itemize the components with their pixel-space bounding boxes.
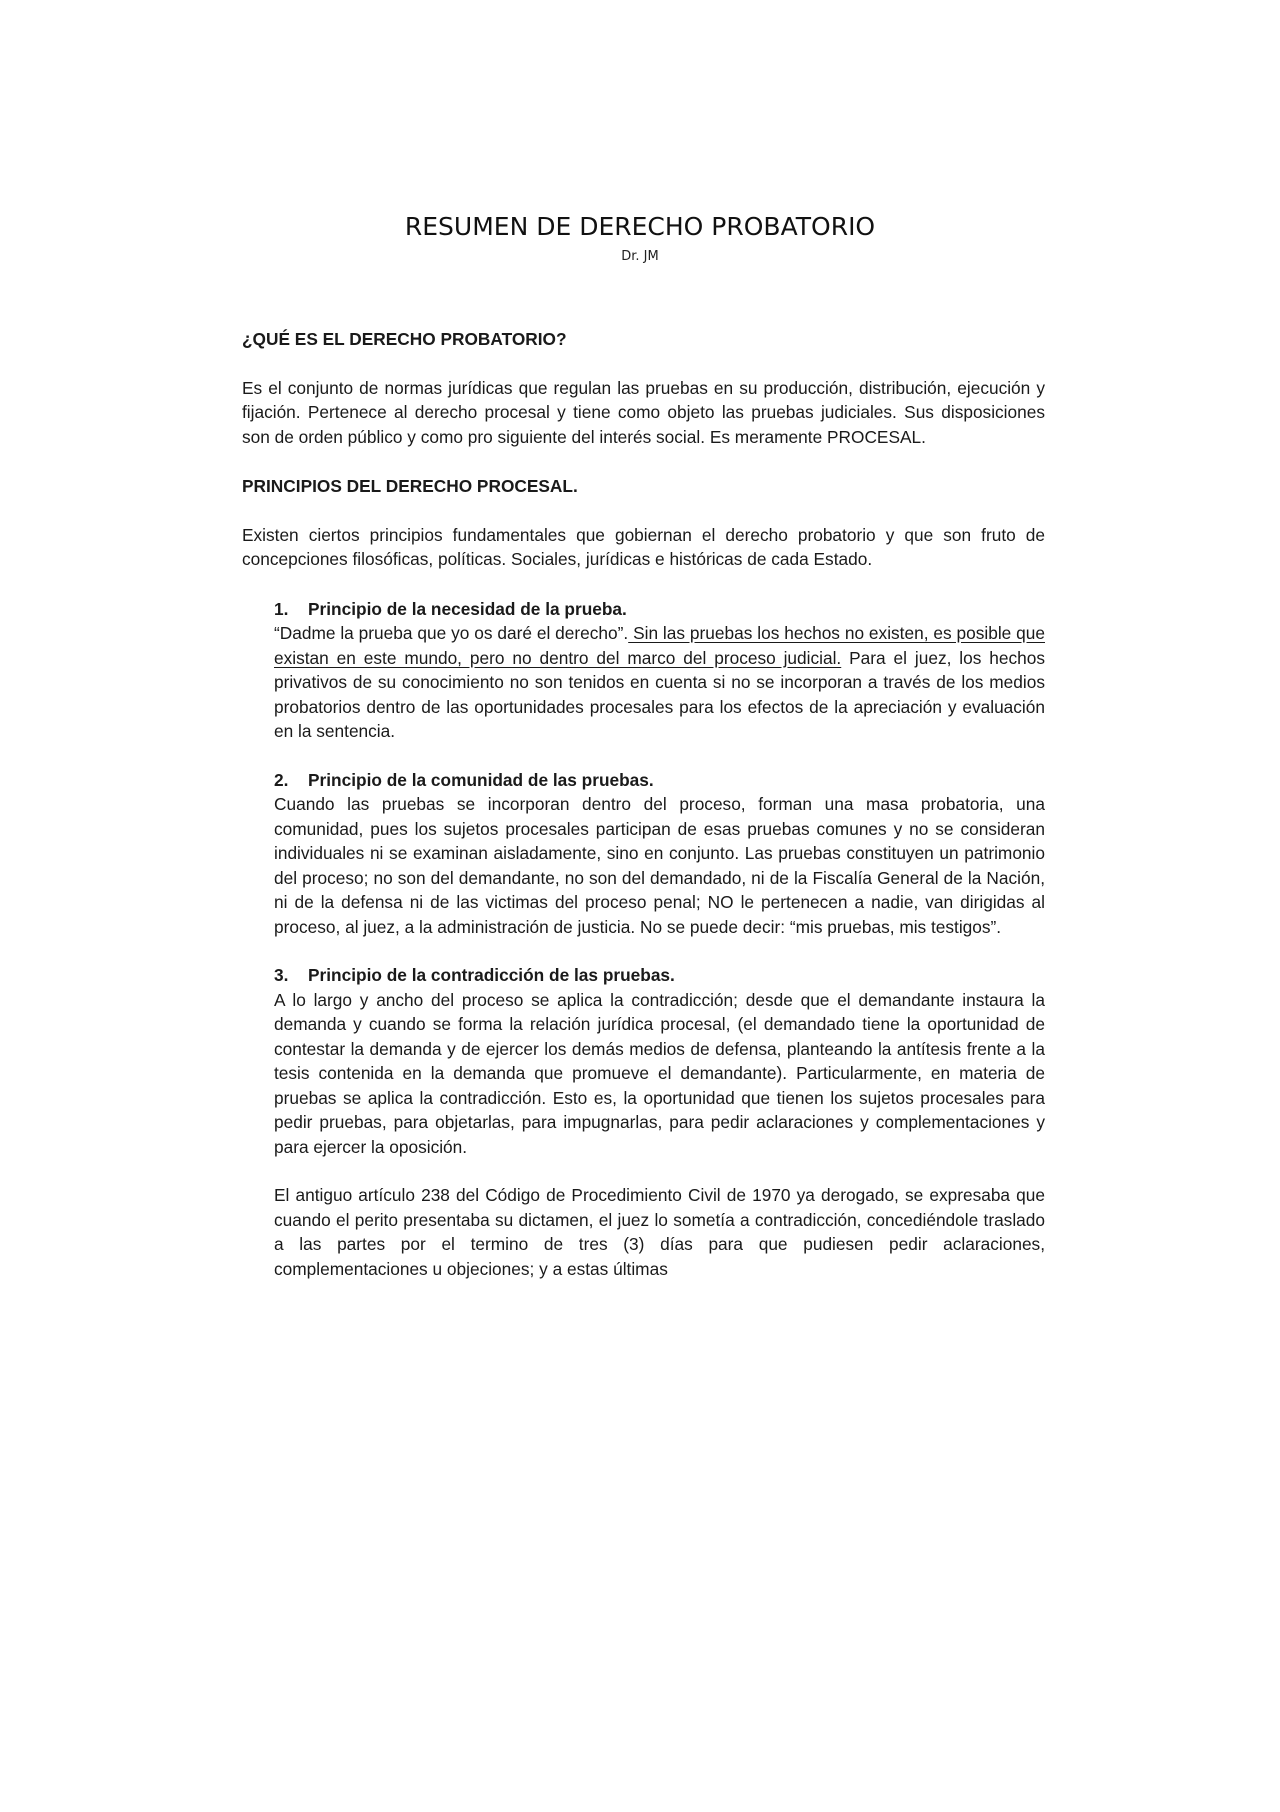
principle-body-text: Cuando las pruebas se incorporan dentro del proceso, forman una masa probatoria, una comunidad, pues los sujetos procesales participan de esas pruebas comunes y no se consideran individuales ni se examinan aisladamente, sino en conjunto. Las pruebas constituyen un patrimonio del proceso; no son del demandante, no son del demandado, ni de la Fiscalía General de la Nación, ni de la defensa ni de las victimas del proceso penal; NO le pertenecen a nadie, van dirigidas al proceso, al juez, a la administración de justicia. No se puede decir: “mis pruebas, mis testigos”. — [274, 794, 1045, 937]
section-heading-principles: PRINCIPIOS DEL DERECHO PROCESAL. — [242, 476, 578, 496]
document-body — [242, 327, 1045, 1281]
principle-item — [274, 597, 1045, 744]
principle-underlined-text: Sin las pruebas los hechos no existen, es posible que existan en este mundo, pero no dentro del marco del proceso judicial. — [274, 623, 1045, 668]
principle-title: Principio de la necesidad de la prueba. — [308, 598, 627, 619]
principle-number: 1. — [274, 598, 289, 619]
principle-title: Principio de la comunidad de las pruebas. — [308, 769, 654, 790]
principle-heading — [274, 963, 1045, 988]
document-author: Dr. JM — [621, 249, 659, 264]
principle-body-text: Para el juez, los hechos privativos de su conocimiento no son tenidos en cuenta si no se incorporan a través de los medios probatorios dentro de las oportunidades procesales para los efectos de la apreciación y evaluación en la sentencia. — [274, 647, 1046, 741]
document-title: RESUMEN DE DERECHO PROBATORIO — [404, 212, 876, 241]
principle-quote: “Dadme la prueba que yo os daré el derecho”. — [274, 623, 629, 643]
principles-list — [242, 597, 1045, 1160]
closing-paragraph: El antiguo artículo 238 del Código de Procedimiento Civil de 1970 ya derogado, se expresaba que cuando el perito presentaba su dictamen, el juez lo sometía a contradicción, concediéndole traslado a las partes por el termino de tres (3) días para que pudiesen pedir aclaraciones, complementaciones u objeciones; y a estas últimas — [274, 1185, 1045, 1279]
principle-item — [274, 963, 1045, 1159]
principles-intro-paragraph: Existen ciertos principios fundamentales que gobiernan el derecho probatorio y que son fruto de concepciones filosóficas, políticas. Sociales, jurídicas e históricas de cada Estado. — [242, 524, 1045, 569]
principle-title: Principio de la contradicción de las pruebas. — [308, 965, 675, 985]
principle-body — [274, 621, 1045, 744]
principle-number: 2. — [274, 769, 289, 790]
principle-item — [274, 768, 1045, 940]
principle-heading — [274, 597, 1045, 622]
definition-paragraph: Es el conjunto de normas jurídicas que regulan las pruebas en su producción, distribución, ejecución y fijación. Pertenece al derecho procesal y tiene como objeto las pruebas judiciales. Sus disposiciones son de orden público y como pro siguiente del interés social. Es meramente PROCESAL. — [242, 377, 1045, 447]
document-header — [0, 212, 1280, 264]
principle-heading — [274, 768, 1045, 793]
principle-number: 3. — [274, 965, 289, 985]
section-heading-what-is: ¿QUÉ ES EL DERECHO PROBATORIO? — [242, 329, 567, 349]
principle-body-text: A lo largo y ancho del proceso se aplica la contradicción; desde que el demandante instaura la demanda y cuando se forma la relación jurídica procesal, (el demandado tiene la oportunidad de contestar la demanda y de ejercer los demás medios de defensa, planteando la antítesis frente a la tesis contenida en la demanda que promueve el demandante). Particularmente, en materia de pruebas se aplica la contradicción. Esto es, la oportunidad que tienen los sujetos procesales para pedir pruebas, para objetarlas, para impugnarlas, para pedir aclaraciones y complementaciones y para ejercer la oposición. — [274, 989, 1045, 1157]
